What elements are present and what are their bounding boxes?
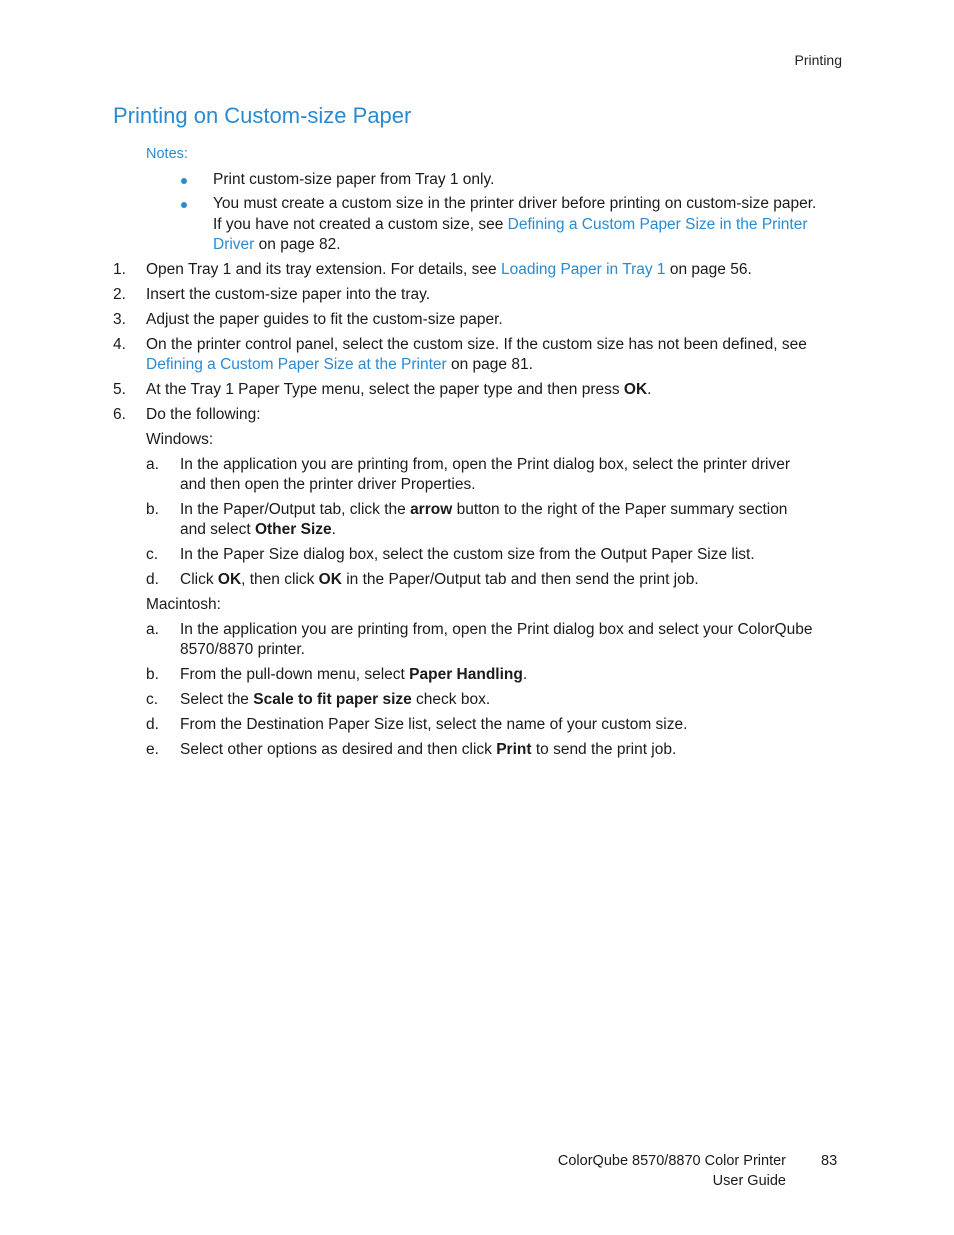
step-5: [146, 380, 651, 400]
step-text: on page 81.: [446, 356, 533, 373]
step-number: 3.: [113, 311, 126, 328]
mac-a-line1: In the application you are printing from, open the Print dialog box and select your ColorQube: [180, 621, 813, 638]
substep-letter: b.: [146, 666, 159, 683]
macintosh-label: Macintosh:: [146, 596, 221, 613]
substep-text: to send the print job.: [531, 741, 677, 758]
bullet-icon: [181, 202, 187, 208]
note-item-2-line1: You must create a custom size in the printer driver before printing on custom-size paper.: [213, 195, 817, 212]
substep-letter: d.: [146, 571, 159, 588]
bullet-icon: [181, 178, 187, 184]
substep-text: In the Paper/Output tab, click the: [180, 501, 411, 518]
substep-letter: b.: [146, 501, 159, 518]
substep-letter: d.: [146, 716, 159, 733]
link-defining-custom-size-printer[interactable]: Defining a Custom Paper Size at the Printer: [146, 356, 447, 373]
note-item-1: Print custom-size paper from Tray 1 only.: [213, 171, 495, 188]
page-title: Printing on Custom-size Paper: [113, 103, 412, 128]
substep-letter: c.: [146, 691, 159, 708]
step-number: 6.: [113, 406, 126, 423]
link-loading-paper-tray1[interactable]: Loading Paper in Tray 1: [500, 261, 666, 278]
windows-a-line1: In the application you are printing from, open the Print dialog box, select the printer driver: [180, 456, 791, 473]
step-number: 1.: [113, 261, 126, 278]
mac-e: [180, 740, 676, 760]
step-1: [146, 260, 752, 280]
bold-term: Paper Handling: [409, 666, 523, 683]
windows-b-line2: [180, 520, 336, 540]
footer-product: [558, 1151, 786, 1191]
windows-c: In the Paper Size dialog box, select the custom size from the Output Paper Size list.: [180, 546, 755, 563]
step-number: 4.: [113, 336, 126, 353]
bold-term: OK: [217, 571, 242, 588]
bold-term: OK: [623, 381, 648, 398]
mac-d: From the Destination Paper Size list, select the name of your custom size.: [180, 716, 688, 733]
substep-letter: a.: [146, 621, 159, 638]
note-text: on page 82.: [254, 236, 341, 253]
mac-c: [180, 690, 490, 710]
substep-text: .: [522, 666, 528, 683]
substep-text: .: [331, 521, 336, 538]
windows-b-line1: [180, 500, 787, 520]
link-defining-custom-size-driver[interactable]: Defining a Custom Paper Size in the Printer: [507, 216, 808, 233]
link-driver[interactable]: Driver: [213, 236, 255, 253]
substep-text: Click: [180, 571, 218, 588]
step-4-line1: On the printer control panel, select the custom size. If the custom size has not been defined, see: [146, 336, 807, 353]
note-text: If you have not created a custom size, see: [213, 216, 508, 233]
notes-label: Notes:: [146, 146, 188, 162]
step-3: Adjust the paper guides to fit the custom-size paper.: [146, 311, 503, 328]
substep-text: check box.: [411, 691, 491, 708]
footer-guide: User Guide: [712, 1173, 786, 1189]
substep-text: Select other options as desired and then click: [180, 741, 497, 758]
step-text: Open Tray 1 and its tray extension. For details, see: [146, 261, 501, 278]
step-text: .: [647, 381, 652, 398]
substep-text: , then click: [241, 571, 319, 588]
windows-label: Windows:: [146, 431, 214, 448]
substep-letter: a.: [146, 456, 159, 473]
step-text: At the Tray 1 Paper Type menu, select the paper type and then press: [146, 381, 624, 398]
note-item-2-line2: [213, 215, 808, 235]
substep-text: Select the: [180, 691, 254, 708]
bold-term: Scale to fit paper size: [253, 691, 412, 708]
page-number: 83: [821, 1153, 838, 1169]
running-header: Printing: [794, 52, 842, 68]
substep-text: From the pull-down menu, select: [180, 666, 410, 683]
footer-product-name: ColorQube 8570/8870 Color Printer: [557, 1153, 786, 1169]
bold-term: OK: [318, 571, 342, 588]
step-4-line2: [146, 355, 533, 375]
windows-d: [180, 570, 699, 590]
substep-letter: c.: [146, 546, 159, 563]
substep-text: in the Paper/Output tab and then send the print job.: [341, 571, 699, 588]
bold-term: arrow: [410, 501, 453, 518]
step-number: 2.: [113, 286, 126, 303]
mac-a-line2: 8570/8870 printer.: [180, 641, 305, 658]
step-6: Do the following:: [146, 406, 261, 423]
substep-text: button to the right of the Paper summary section: [452, 501, 788, 518]
note-item-2-line3: [213, 235, 341, 255]
step-2: Insert the custom-size paper into the tray.: [146, 286, 431, 303]
windows-a-line2: and then open the printer driver Properties.: [180, 476, 476, 493]
substep-letter: e.: [146, 741, 159, 758]
step-number: 5.: [113, 381, 126, 398]
bold-term: Print: [496, 741, 532, 758]
bold-term: Other Size: [254, 521, 332, 538]
mac-b: [180, 665, 527, 685]
step-text: on page 56.: [665, 261, 752, 278]
substep-text: and select: [180, 521, 255, 538]
